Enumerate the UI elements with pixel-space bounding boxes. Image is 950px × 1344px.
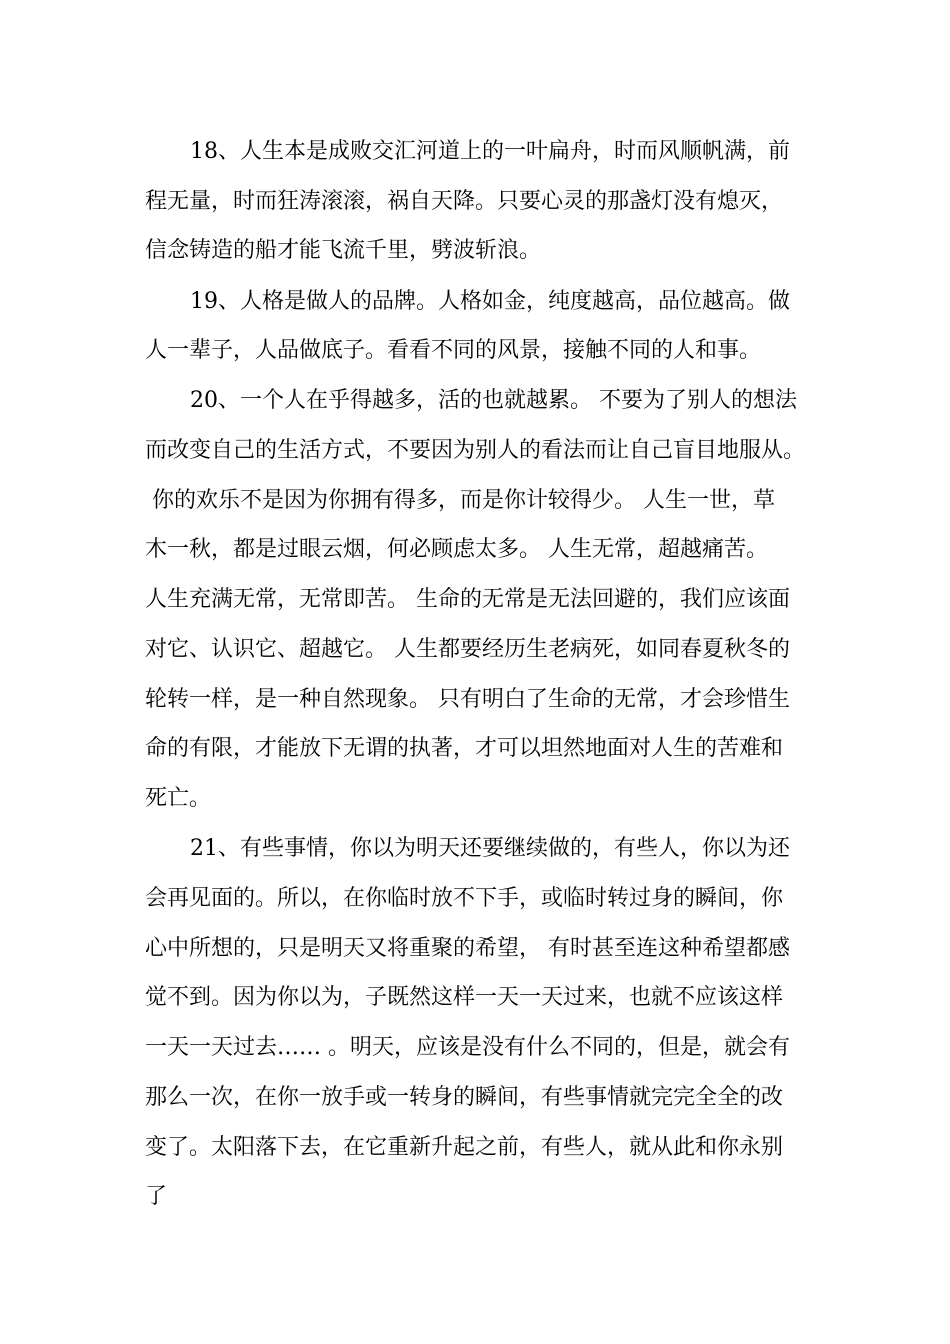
paragraph-20-line-4: 木一秋，都是过眼云烟，何必顾虑太多。 人生无常，超越痛苦。 [145,537,768,562]
paragraph-19-line-2: 人一辈子，人品做底子。看看不同的风景，接触不同的人和事。 [145,338,762,363]
paragraph-20-line-5: 人生充满无常，无常即苦。 生命的无常是无法回避的，我们应该面 [145,587,790,612]
paragraph-21-line-6: 那么一次，在你一放手或一转身的瞬间，有些事情就完完全全的改 [145,1085,784,1110]
paragraph-20-line-8: 命的有限，才能放下无谓的执著，才可以坦然地面对人生的苦难和 [145,736,784,761]
paragraph-21-line-7: 变了。太阳落下去，在它重新升起之前，有些人，就从此和你永别 [145,1135,784,1160]
paragraph-18-line-3: 信念铸造的船才能飞流千里，劈波斩浪。 [145,238,542,263]
paragraph-20-line-1: 20、一个人在乎得越多，活的也就越累。 不要为了别人的想法 [190,388,797,413]
paragraph-21-line-8: 了 [145,1184,168,1209]
paragraph-21-line-2: 会再见面的。所以，在你临时放不下手，或临时转过身的瞬间，你 [145,886,784,911]
paragraph-20-line-3: 你的欢乐不是因为你拥有得多，而是你计较得少。 人生一世，草 [145,488,775,513]
paragraph-20-line-6: 对它、认识它、超越它。 人生都要经历生老病死，如同春夏秋冬的 [145,637,790,662]
paragraph-20-line-2: 而改变自己的生活方式，不要因为别人的看法而让自己盲目地服从。 [145,438,806,463]
paragraph-20-line-7: 轮转一样，是一种自然现象。 只有明白了生命的无常，才会珍惜生 [145,687,790,712]
paragraph-21-line-4: 觉不到。因为你以为，子既然这样一天一天过来，也就不应该这样 [145,985,784,1010]
paragraph-20-line-9: 死亡。 [145,786,212,811]
paragraph-21-line-1: 21、有些事情，你以为明天还要继续做的，有些人，你以为还 [190,836,790,861]
paragraph-18-line-2: 程无量，时而狂涛滚滚，祸自天降。只要心灵的那盏灯没有熄灭， [145,189,784,214]
paragraph-19-line-1: 19、人格是做人的品牌。人格如金，纯度越高，品位越高。做 [190,289,790,314]
paragraph-21-line-3: 心中所想的，只是明天又将重聚的希望， 有时甚至连这种希望都感 [145,936,790,961]
paragraph-18-line-1: 18、人生本是成败交汇河道上的一叶扁舟，时而风顺帆满，前 [190,139,790,164]
paragraph-21-line-5: 一天一天过去…… 。明天，应该是没有什么不同的，但是，就会有 [145,1035,790,1060]
